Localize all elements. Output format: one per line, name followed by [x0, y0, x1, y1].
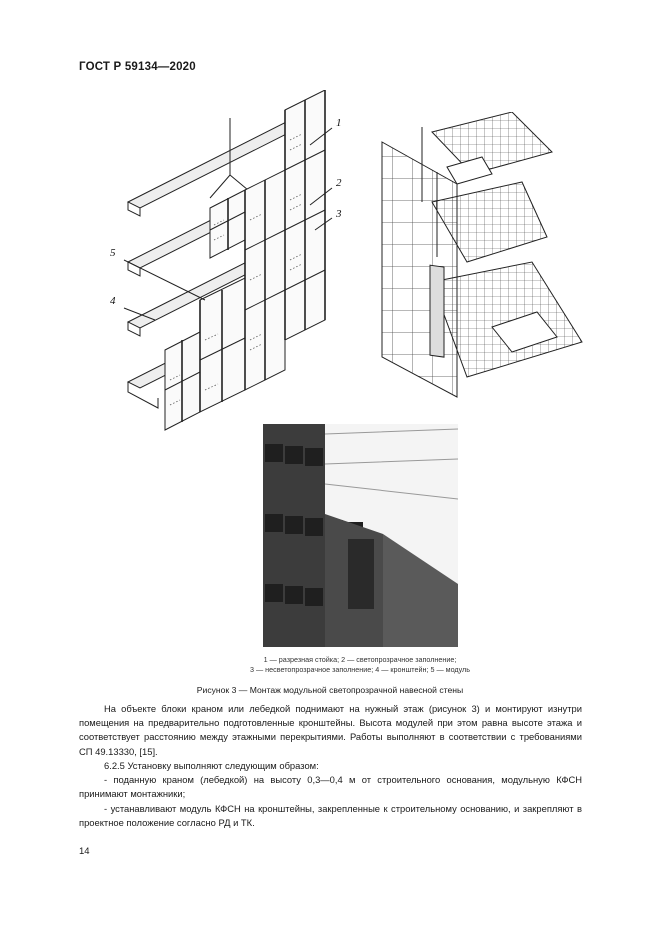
figure-caption: Рисунок 3 — Монтаж модульной светопрозрачной навесной стены [196, 685, 464, 695]
paragraph-1: На объекте блоки краном или лебедкой поднимают на нужный этаж (рисунок 3) и монтируют изнутри помещения на предварительно подготовленные кронштейны. Высота модулей при этом равна высоте этажа и соответствует расстоянию между этажными перекрытиями. Работы выполняют в соответствии с требованиями СП 49.13330, [15]. [79, 703, 582, 757]
facade-module-drawing [110, 90, 380, 440]
paragraph-2: 6.2.5 Установку выполняют следующим образом: [104, 760, 319, 771]
document-header: ГОСТ Р 59134—2020 [79, 61, 196, 73]
label-5: 5 [110, 247, 116, 259]
construction-photo [263, 424, 458, 647]
paragraph-3: - поданную краном (лебедкой) на высоту 0,3—0,4 м от строительного основания, модульную КФСН принимают монтажники; [79, 774, 582, 800]
figure-legend-line-1: 1 — разрезная стойка; 2 — светопрозрачное заполнение; [263, 655, 457, 664]
paragraph-4: - устанавливают модуль КФСН на кронштейны, закрепленные к строительному основанию, и закрепляют в проектное положение согласно РД и ТК. [79, 803, 582, 829]
label-3: 3 [336, 208, 342, 220]
label-1: 1 [336, 117, 342, 129]
label-4: 4 [110, 295, 116, 307]
page-number: 14 [79, 846, 90, 857]
figure-legend-line-2: 3 — несветопрозрачное заполнение; 4 — кронштейн; 5 — модуль [249, 665, 470, 674]
building-section-drawing [372, 112, 587, 402]
label-2: 2 [336, 177, 342, 189]
